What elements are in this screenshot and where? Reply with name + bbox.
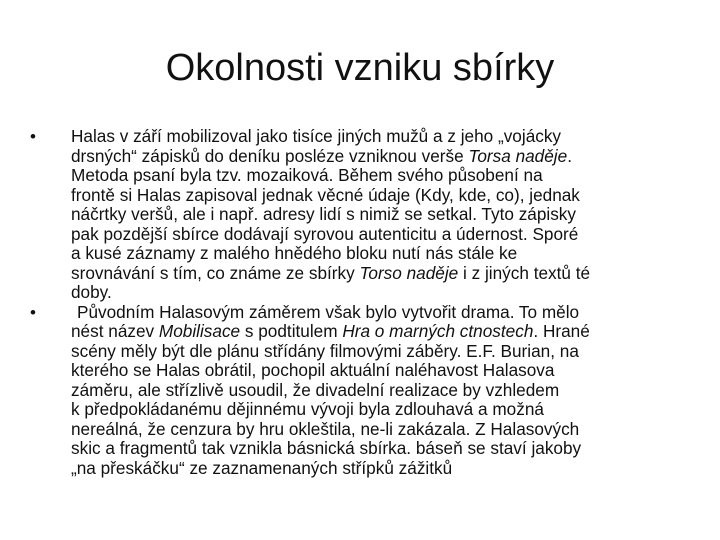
text-run: frontě si Halas zapisoval jednak věcné údaje (Kdy, kde, co), jednak [71,184,580,205]
text-run: doby. [71,282,112,302]
text-line [71,342,692,362]
text-line [71,322,692,342]
slide-title: Okolnosti vzniku sbírky [165,47,555,89]
text-line [71,420,692,440]
text-line [71,439,692,459]
text-line [71,459,692,479]
text-run: k předpokládanému dějinnému vývoji byla zdlouhavá a možná [71,399,544,419]
bullet-dot: • [30,127,36,146]
text-run: pak pozdější sbírce dodávají syrovou autenticitu a údernost. Sporé [71,223,579,244]
text-line [71,244,692,264]
bullet-list [30,127,692,478]
italic-title-text: Torso naděje [359,262,459,283]
text-run: kterého se Halas obrátil, pochopil aktuální naléhavost Halasova [71,360,555,380]
text-line [71,264,692,284]
text-line [71,205,692,225]
text-run: a kusé záznamy z malého hnědého bloku nutí nás stále ke [71,243,518,263]
text-run: . Hrané [533,321,590,341]
text-run: nést název [71,321,159,341]
text-run: Metoda psaní byla tzv. mozaiková. Během svého působení na [71,165,543,185]
text-run: . [567,145,572,166]
text-line [71,186,692,206]
text-run: Původním Halasovým záměrem však bylo vytvořit drama. To mělo [77,301,580,322]
text-line [71,283,692,303]
text-line [71,127,692,147]
text-line [71,225,692,245]
text-line [71,400,692,420]
text-run: i z jiných textů té [458,262,591,283]
text-run: s podtitulem [240,321,343,341]
text-run: scény měly být dle plánu střídány filmovými záběry. E.F. Burian, na [71,340,579,361]
text-line [71,361,692,381]
text-run: Halas v září mobilizoval jako tisíce jiných mužů a z jeho „vojácky [71,126,562,146]
text-line [71,166,692,186]
text-run: srovnávání s tím, co známe ze sbírky [71,262,360,283]
text-run: drsných“ zápisků do deníku posléze vzniknou verše [71,145,469,166]
text-run: skic a fragmentů tak vznikla básnická sbírka. báseň se staví jakoby [71,438,582,458]
bullet-dot: • [30,302,36,322]
bullet-item [30,303,692,479]
text-run: nereálná, že cenzura by hru okleštila, ne-li zakázala. Z Halasových [71,418,580,439]
text-line [71,303,692,323]
text-line [71,381,692,401]
bullet-item [30,127,692,303]
text-run: náčrtky veršů, ale i např. adresy lidí s nimiž se setkal. Tyto zápisky [71,204,576,224]
text-run: záměru, ale střízlivě usoudil, že divadelní realizace by vzhledem [71,379,560,400]
text-run: „na přeskáčku“ ze zaznamenaných střípků zážitků [71,457,453,478]
italic-title-text: Mobilisace [158,321,241,341]
text-line [71,147,692,167]
italic-title-text: Torsa naděje [468,145,568,166]
italic-title-text: Hra o marných ctnostech [342,321,534,341]
